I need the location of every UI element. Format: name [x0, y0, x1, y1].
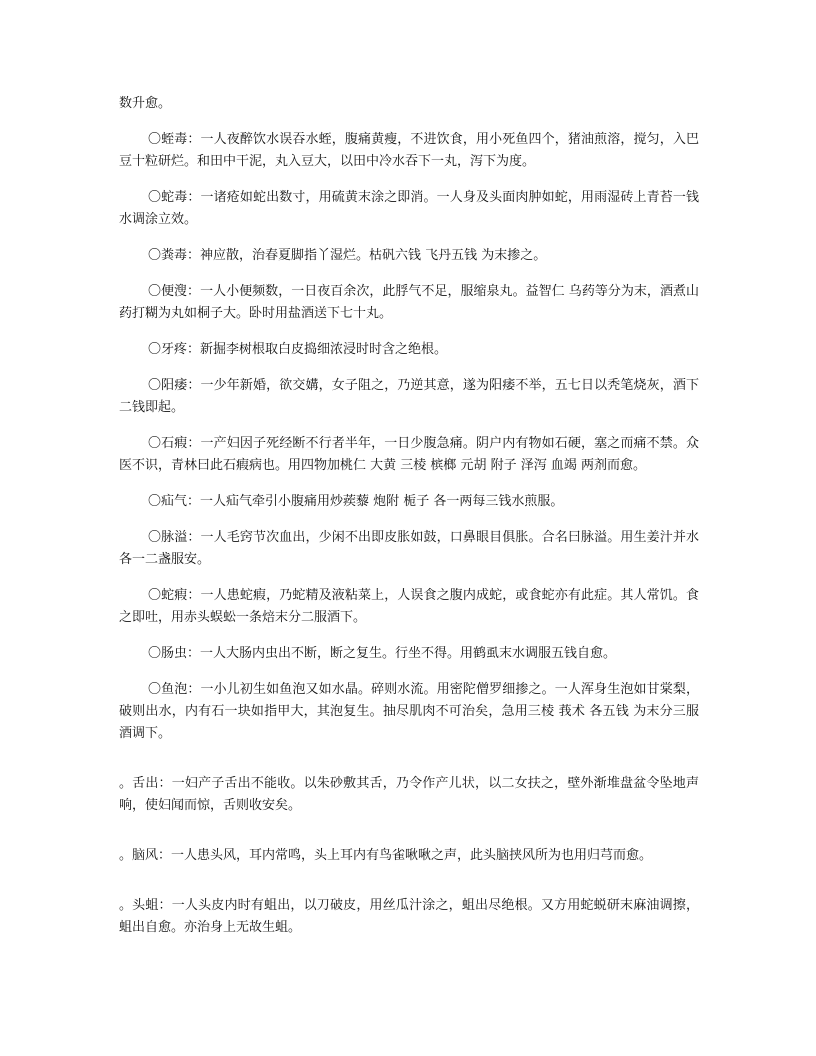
paragraph-head-maggot: 。头蛆：一人头皮内时有蛆出，以刀破皮，用丝瓜汁涂之，蛆出尽绝根。又方用蛇蜕研末麻油调擦，蛆出自愈。亦治身上无故生蛆。 [119, 898, 699, 935]
paragraph-intro: 数升愈。 [119, 96, 172, 111]
paragraph-leech-poison: 〇蛭毒：一人夜醉饮水误吞水蛭，腹痛黄瘦，不进饮食，用小死鱼四个，猪油煎溶，搅匀，入巴豆十粒研烂。和田中干泥，丸入豆大，以田中冷水吞下一丸，泻下为度。 [119, 132, 699, 169]
paragraph-stone-mass: 〇石瘕：一产妇因子死经断不行者半年，一日少腹急痛。阴户内有物如石硬，塞之而痛不禁。众医不识，青林曰此石瘕病也。用四物加桃仁 大黄 三棱 槟榔 元胡 附子 泽泻 血竭 两剂而愈。 [119, 436, 699, 473]
paragraph-tongue-protrusion: 。舌出：一妇产子舌出不能收。以朱砂敷其舌，乃令作产儿状，以二女扶之，壁外渐堆盘盆令坠地声响，使妇闻而惊，舌则收安矣。 [119, 776, 699, 813]
paragraph-urination: 〇便溲：一人小便频数，一日夜百余次，此脬气不足，服缩泉丸。益智仁 乌药等分为末，酒煮山药打糊为丸如桐子大。卧时用盐酒送下七十丸。 [119, 284, 699, 321]
document-page [119, 93, 699, 953]
paragraph-snake-mass: 〇蛇瘕：一人患蛇瘕，乃蛇精及液粘菜上，人误食之腹内成蛇，或食蛇亦有此症。其人常饥。食之即吐，用赤头蜈蚣一条焙末分二服酒下。 [119, 588, 699, 625]
paragraph-impotence: 〇阳痿：一少年新婚，欲交媾，女子阻之，乃逆其意，遂为阳痿不举，五七日以秃笔烧灰，酒下二钱即起。 [119, 378, 699, 415]
paragraph-intestinal-worm: 〇肠虫：一人大肠内虫出不断，断之复生。行坐不得。用鹤虱末水调服五钱自愈。 [148, 646, 617, 661]
paragraph-dung-poison: 〇粪毒：神应散，治春夏脚指丫湿烂。枯矾六钱 飞丹五钱 为末掺之。 [148, 248, 547, 263]
paragraph-head-wind: 。脑风：一人患头风，耳内常鸣，头上耳内有鸟雀啾啾之声，此头脑挟风所为也用归芎而愈。 [119, 848, 653, 863]
paragraph-fish-blister: 〇鱼泡：一小儿初生如鱼泡又如水晶。碎则水流。用密陀僧罗细掺之。一人浑身生泡如甘棠梨，破则出水，内有石一块如指甲大，其泡复生。抽尽肌肉不可治矣，急用三棱 莪术 各五钱 为末分三服酒调下。 [119, 682, 699, 741]
paragraph-hernia: 〇疝气：一人疝气牵引小腹痛用炒蒺藜 炮附 栀子 各一两每三钱水煎服。 [148, 494, 564, 509]
paragraph-snake-poison: 〇蛇毒：一诸疮如蛇出数寸，用硫黄末涂之即消。一人身及头面肉肿如蛇，用雨湿砖上青苔一钱水调涂立效。 [119, 190, 699, 227]
paragraph-toothache: 〇牙疼：新掘李树根取白皮捣细浓浸时时含之绝根。 [148, 342, 448, 357]
paragraph-pulse-overflow: 〇脉溢：一人毛窍节次血出，少闲不出即皮胀如鼓，口鼻眼目俱胀。合名曰脉溢。用生姜汁并水各一二盏服安。 [119, 530, 699, 567]
